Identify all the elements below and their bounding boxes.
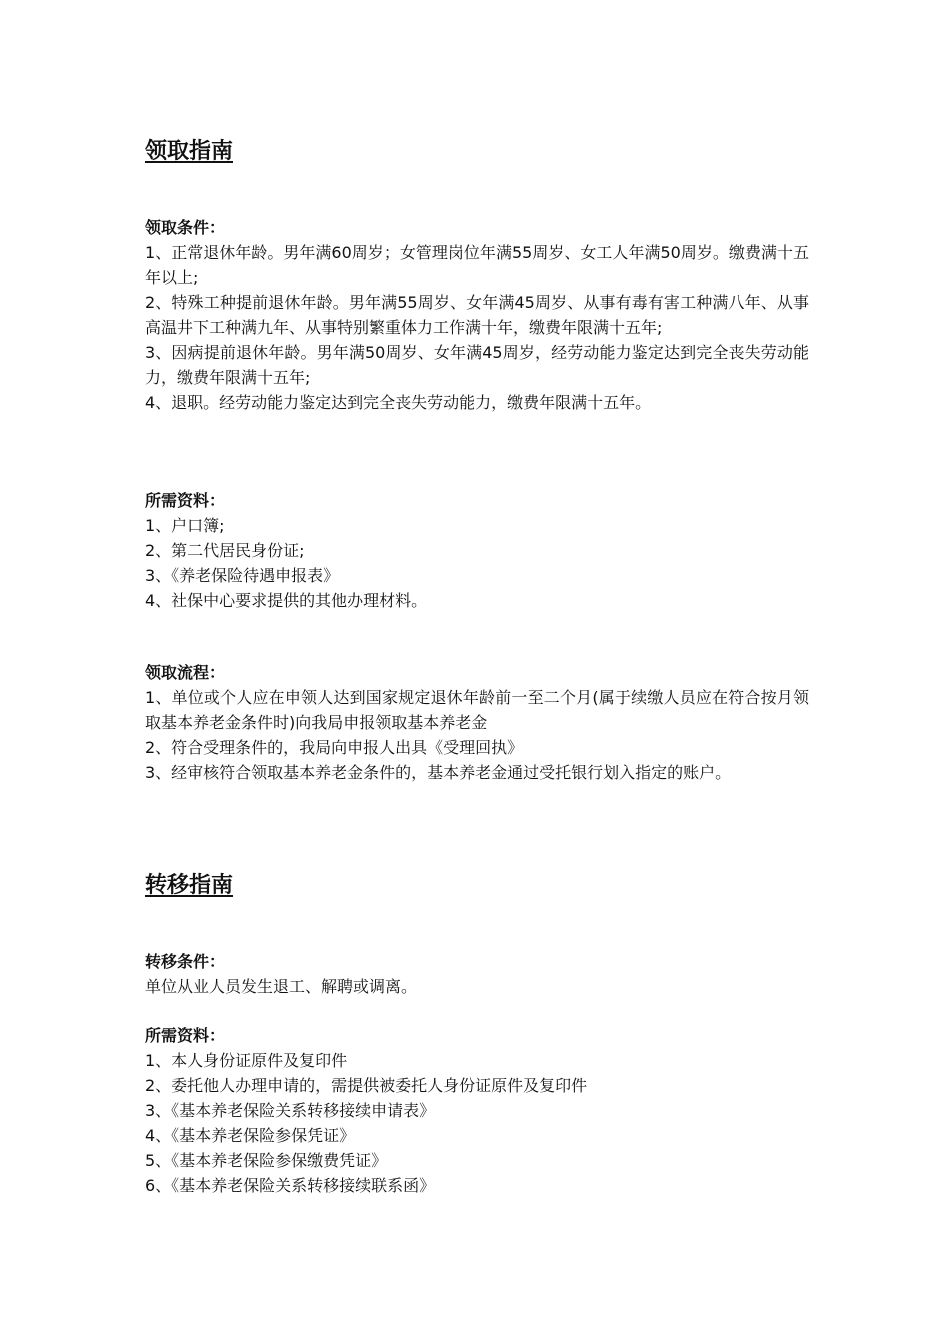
- claim-conditions-block: [145, 215, 809, 415]
- list-item: 6、《基本养老保险关系转移接续联系函》: [145, 1176, 436, 1195]
- list-item: 2、第二代居民身份证;: [145, 541, 305, 560]
- list-item: 1、户口簿;: [145, 516, 225, 535]
- list-item: 单位从业人员发生退工、解聘或调离。: [145, 977, 418, 996]
- block-heading: 转移条件：: [145, 952, 226, 971]
- claim-process-block: [145, 660, 809, 785]
- block-heading: 领取流程：: [145, 663, 226, 682]
- transfer-conditions-block: [145, 949, 809, 999]
- list-item: 4、《基本养老保险参保凭证》: [145, 1126, 356, 1145]
- list-item: 2、符合受理条件的，我局向申报人出具《受理回执》: [145, 738, 524, 757]
- list-item: 1、单位或个人应在申领人达到国家规定退休年龄前一至二个月(属于续缴人员应在符合按月领取基本养老金条件时)向我局申报领取基本养老金: [145, 688, 809, 732]
- list-item: 4、社保中心要求提供的其他办理材料。: [145, 591, 428, 610]
- list-item: 3、《养老保险待遇申报表》: [145, 566, 340, 585]
- list-item: 5、《基本养老保险参保缴费凭证》: [145, 1151, 388, 1170]
- block-heading: 领取条件：: [145, 218, 226, 237]
- transfer-materials-block: [145, 1023, 809, 1198]
- list-item: 4、退职。经劳动能力鉴定达到完全丧失劳动能力，缴费年限满十五年。: [145, 393, 652, 412]
- list-item: 2、委托他人办理申请的，需提供被委托人身份证原件及复印件: [145, 1076, 588, 1095]
- list-item: 3、经审核符合领取基本养老金条件的，基本养老金通过受托银行划入指定的账户。: [145, 763, 732, 782]
- block-heading: 所需资料：: [145, 1026, 226, 1045]
- block-heading: 所需资料：: [145, 491, 226, 510]
- list-item: 1、正常退休年龄。男年满60周岁；女管理岗位年满55周岁、女工人年满50周岁。缴费满十五年以上;: [145, 243, 809, 287]
- list-item: 3、因病提前退休年龄。男年满50周岁、女年满45周岁，经劳动能力鉴定达到完全丧失劳动能力，缴费年限满十五年;: [145, 343, 809, 387]
- section-title-transfer-guide: 转移指南: [145, 873, 234, 898]
- list-item: 3、《基本养老保险关系转移接续申请表》: [145, 1101, 436, 1120]
- section-title-claim-guide: 领取指南: [145, 139, 234, 164]
- claim-materials-block: [145, 488, 809, 613]
- list-item: 2、特殊工种提前退休年龄。男年满55周岁、女年满45周岁、从事有毒有害工种满八年、从事高温井下工种满九年、从事特别繁重体力工作满十年，缴费年限满十五年;: [145, 293, 809, 337]
- list-item: 1、本人身份证原件及复印件: [145, 1051, 348, 1070]
